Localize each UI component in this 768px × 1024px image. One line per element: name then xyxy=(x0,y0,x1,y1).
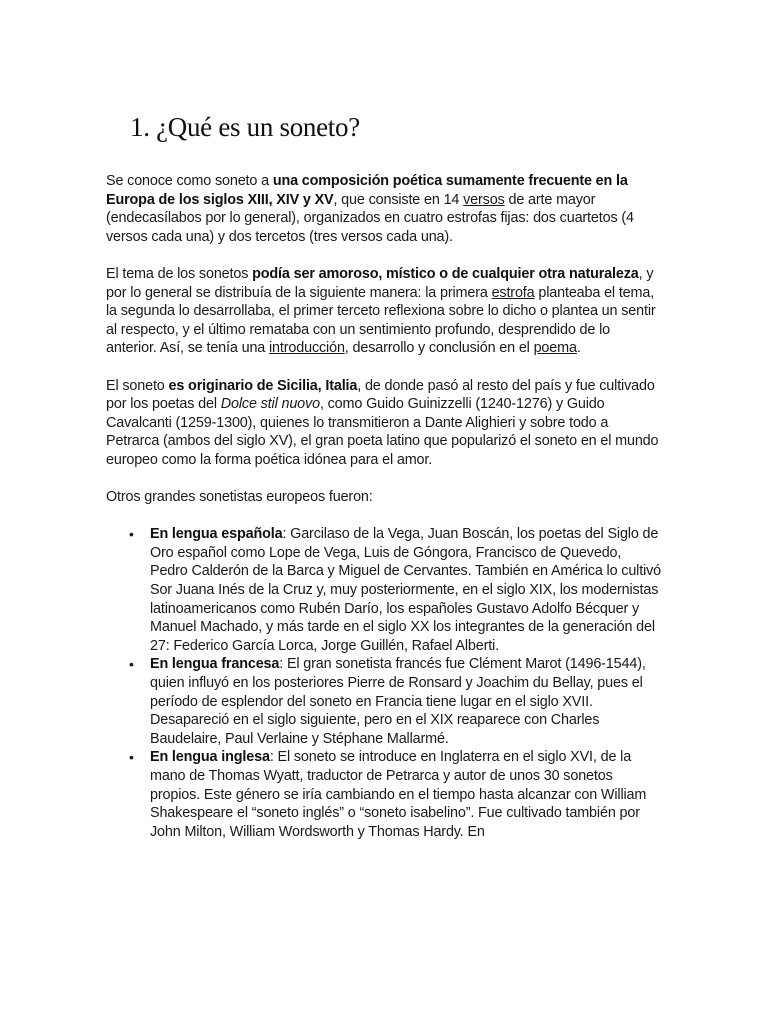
link-introduccion[interactable]: introducción xyxy=(269,340,345,357)
section-heading: 1. ¿Qué es un soneto? xyxy=(130,112,360,142)
document-body xyxy=(106,172,662,841)
link-poema[interactable]: poema xyxy=(533,340,577,357)
italic-phrase: Dolce stil nuovo xyxy=(220,396,320,413)
link-estrofa[interactable]: estrofa xyxy=(491,284,535,301)
link-versos[interactable]: versos xyxy=(463,191,505,208)
list-item: • En lengua inglesa: El soneto se introduce en Inglaterra en el siglo XVI, de la mano de Thomas Wyatt, traductor de Petrarca y autor de unos 30 sonetos propios. Este género se iría cambiando en el tiempo hasta alcanzar con William Shakespeare el “soneto inglés” o “soneto isabelino”. Fue cultivado también por John Milton, William Wordsworth y Thomas Hardy. En xyxy=(150,748,662,841)
list-item-label: En lengua francesa xyxy=(150,656,280,673)
list-item: • En lengua española: Garcilaso de la Vega, Juan Boscán, los poetas del Siglo de Oro español como Lope de Vega, Luis de Góngora, Francisco de Quevedo, Pedro Calderón de la Barca y Miguel de Cervantes. También en América lo cultivó Sor Juana Inés de la Cruz y, muy posteriormente, en el siglo XIX, los modernistas latinoamericanos como Rubén Darío, los españoles Gustavo Adolfo Bécquer y Manuel Machado, y más tarde en el siglo XX los integrantes de la generación del 27: Federico García Lorca, Jorge Guillén, Rafael Alberti. xyxy=(150,525,662,655)
bold-phrase: una composición poética sumamente frecuente en la Europa de los siglos XIII, XIV y XV xyxy=(106,173,628,208)
list-item-label: En lengua inglesa xyxy=(150,749,270,766)
paragraph-origin: El soneto es originario de Sicilia, Italia, de donde pasó al resto del país y fue cultivado por los poetas del Dolce stil nuovo, como Guido Guinizzelli (1240-1276) y Guido Cavalcanti (1259-1300), quienes lo transmitieron a Dante Alighieri y sobre todo a Petrarca (ambos del siglo XV), el gran poeta latino que popularizó el soneto en el mundo europeo como la forma poética idónea para el amor. xyxy=(106,377,659,468)
sonnet-authors-list xyxy=(106,525,662,841)
list-item: • En lengua francesa: El gran sonetista francés fue Clément Marot (1496-1544), quien influyó en los posteriores Pierre de Ronsard y Joachim du Bellay, pues el período de esplendor del soneto en Francia tiene lugar en el siglo XVII. Desapareció en el siglo siguiente, pero en el XIX reaparece con Charles Baudelaire, Paul Verlaine y Stéphane Mallarmé. xyxy=(150,655,662,748)
list-item-label: En lengua española xyxy=(150,526,283,543)
paragraph-definition: Se conoce como soneto a una composición poética sumamente frecuente en la Europa de los siglos XIII, XIV y XV, que consiste en 14 versos de arte mayor (endecasílabos por lo general), organizados en cuatro estrofas fijas: dos cuartetos (4 versos cada una) y dos tercetos (tres versos cada una). xyxy=(106,173,634,245)
paragraph-theme: El tema de los sonetos podía ser amoroso, místico o de cualquier otra naturaleza, y por lo general se distribuía de la siguiente manera: la primera estrofa planteaba el tema, la segunda lo desarrollaba, el primer terceto reflexiona sobre lo dicho o plantea un sentir al respecto, y el último remataba con un sentimiento profundo, desprendido de lo anterior. Así, se tenía una introducción, desarrollo y conclusión en el poema. xyxy=(106,265,656,357)
paragraph-intro-list: Otros grandes sonetistas europeos fueron: xyxy=(106,489,373,506)
bold-phrase: es originario de Sicilia, Italia xyxy=(168,377,358,394)
bold-phrase: podía ser amoroso, místico o de cualquier otra naturaleza xyxy=(252,265,639,282)
